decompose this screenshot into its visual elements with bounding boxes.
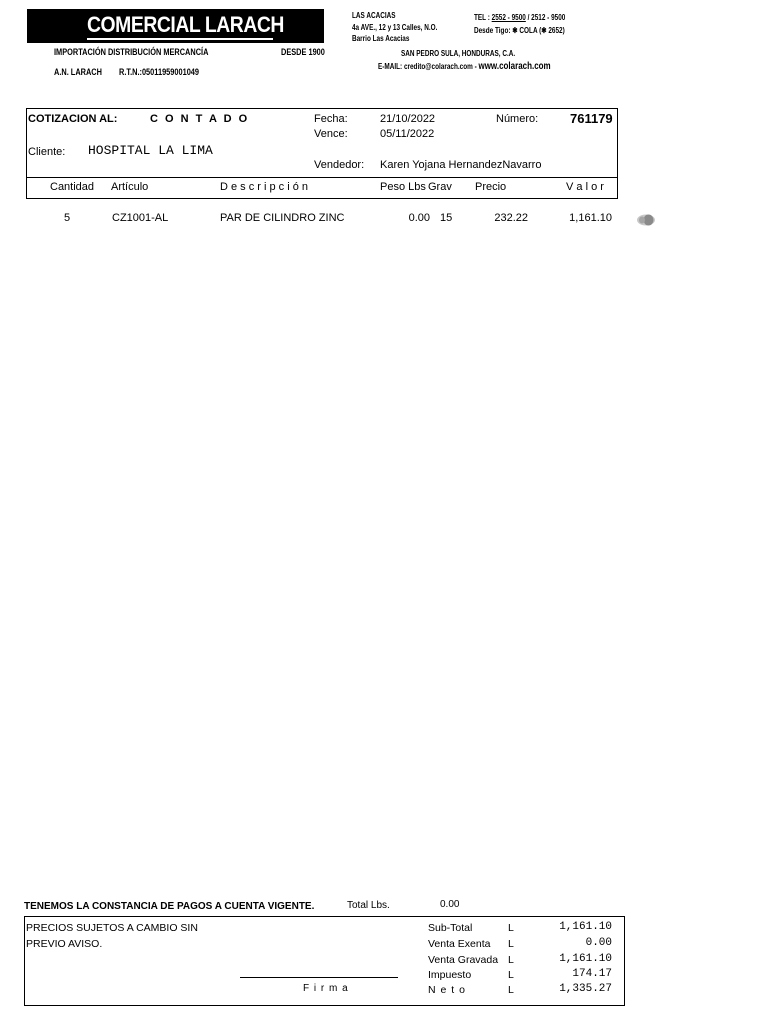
- col-header-precio: Precio: [475, 181, 507, 193]
- cliente-value: HOSPITAL LA LIMA: [88, 143, 213, 158]
- vence-label: Vence:: [314, 128, 348, 140]
- tel-rest: / 2512 - 9500: [525, 13, 566, 22]
- total-lbs-label: Total Lbs.: [347, 900, 390, 911]
- venta-gravada-label: Venta Gravada: [428, 954, 499, 966]
- neto-currency: L: [508, 984, 514, 996]
- numero-value: 761179: [570, 111, 613, 126]
- venta-exenta-currency: L: [508, 938, 514, 950]
- row-descripcion: PAR DE CILINDRO ZINC: [220, 212, 345, 224]
- total-lbs-value: 0.00: [440, 899, 460, 910]
- col-header-peso: Peso Lbs: [380, 181, 426, 193]
- col-header-descripcion: D e s c r i p c i ó n: [220, 181, 309, 193]
- row-articulo: CZ1001-AL: [112, 212, 169, 224]
- email: E-MAIL: credito@colarach.com: [378, 62, 473, 71]
- venta-exenta-value: 0.00: [585, 937, 612, 949]
- city: SAN PEDRO SULA, HONDURAS, C.A.: [401, 49, 516, 58]
- fecha-label: Fecha:: [314, 113, 348, 125]
- quote-header-divider: [26, 177, 618, 178]
- constancia-text: TENEMOS LA CONSTANCIA DE PAGOS A CUENTA VIGENTE.: [24, 901, 315, 912]
- row-peso: 0.00: [408, 212, 430, 224]
- cliente-label: Cliente:: [28, 146, 66, 158]
- aviso-line-2: PREVIO AVISO.: [26, 938, 103, 950]
- company-logo: [27, 9, 324, 43]
- impuesto-currency: L: [508, 969, 514, 981]
- row-valor: 1,161.10: [569, 212, 612, 224]
- col-header-cantidad: Cantidad: [50, 181, 95, 193]
- subtotal-label: Sub-Total: [428, 922, 473, 934]
- website: www.colarach.com: [478, 61, 551, 72]
- row-grav: 15: [440, 212, 453, 224]
- col-header-articulo: Artículo: [111, 181, 149, 193]
- cotizacion-value: C O N T A D O: [150, 113, 250, 125]
- subtotal-currency: L: [508, 922, 514, 934]
- venta-exenta-label: Venta Exenta: [428, 938, 491, 950]
- paperclip-icon[interactable]: [636, 213, 656, 227]
- company-tagline: IMPORTACIÓN DISTRIBUCIÓN MERCANCÍA: [54, 47, 209, 57]
- company-owner: A.N. LARACH: [54, 67, 102, 77]
- logo-underline: [87, 38, 273, 40]
- vendedor-label: Vendedor:: [314, 159, 365, 171]
- col-header-grav: Grav: [428, 181, 452, 193]
- row-cantidad: 5: [64, 212, 71, 224]
- company-name: COMERCIAL LARACH: [87, 12, 284, 37]
- venta-gravada-currency: L: [508, 954, 514, 966]
- company-since: DESDE 1900: [281, 47, 325, 57]
- company-rtn: R.T.N.:05011959001049: [119, 67, 200, 77]
- col-header-valor: V a l o r: [566, 181, 604, 193]
- impuesto-value: 174.17: [572, 968, 612, 980]
- tigo-phone: Desde Tigo: ✱ COLA (✱ 2652): [474, 26, 565, 35]
- telephone: [474, 13, 565, 22]
- firma-label: F i r m a: [303, 983, 349, 994]
- impuesto-label: Impuesto: [428, 969, 472, 981]
- neto-label: N e t o: [428, 984, 466, 996]
- signature-line: [240, 977, 398, 978]
- tel-prefix: TEL :: [474, 13, 492, 22]
- vendedor-value: Karen Yojana HernandezNavarro: [380, 159, 542, 171]
- cotizacion-label: COTIZACION AL:: [28, 113, 118, 125]
- aviso-line-1: PRECIOS SUJETOS A CAMBIO SIN: [26, 922, 198, 934]
- contact-line: [378, 61, 551, 72]
- tel-main: 2552 - 9500: [491, 13, 526, 22]
- fecha-value: 21/10/2022: [380, 113, 436, 125]
- row-precio: 232.22: [494, 212, 528, 224]
- venta-gravada-value: 1,161.10: [559, 953, 612, 965]
- address-line-1: LAS ACACIAS: [352, 11, 396, 20]
- subtotal-value: 1,161.10: [559, 921, 612, 933]
- address-line-2: 4a AVE., 12 y 13 Calles, N.O.: [352, 23, 438, 32]
- neto-value: 1,335.27: [559, 983, 612, 995]
- web-separator: -: [472, 62, 479, 71]
- numero-label: Número:: [496, 113, 539, 125]
- vence-value: 05/11/2022: [380, 128, 435, 140]
- address-line-3: Barrio Las Acacias: [352, 34, 410, 43]
